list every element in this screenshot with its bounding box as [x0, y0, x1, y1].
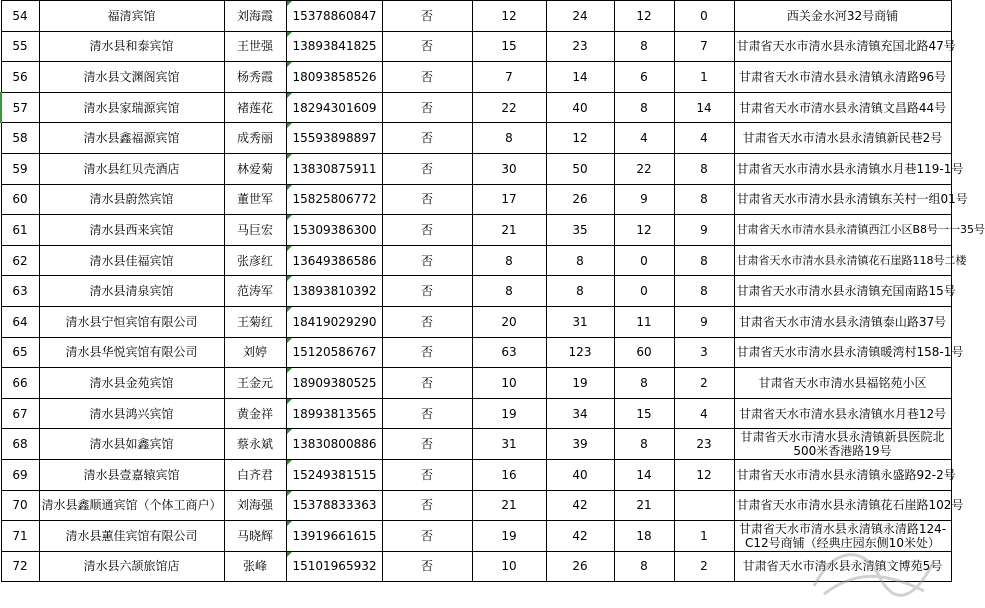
- hotel-name[interactable]: 清水县六颉旅馆店: [39, 551, 224, 582]
- count-cell-3[interactable]: 6: [614, 62, 674, 93]
- count-cell-1[interactable]: 19: [472, 521, 546, 552]
- count-cell-1[interactable]: 10: [472, 551, 546, 582]
- flag-cell[interactable]: 否: [382, 429, 472, 460]
- count-cell-3[interactable]: 12: [614, 215, 674, 246]
- table-row: [1, 551, 951, 582]
- count-cell-1[interactable]: 30: [472, 153, 546, 184]
- count-cell-4[interactable]: [674, 490, 734, 521]
- count-cell-4[interactable]: 8: [674, 276, 734, 307]
- phone-number[interactable]: 13830875911: [286, 153, 382, 184]
- flag-cell[interactable]: 否: [382, 368, 472, 399]
- row-number[interactable]: 72: [1, 551, 39, 582]
- count-cell-2[interactable]: 40: [546, 92, 614, 123]
- hotel-name[interactable]: 清水县华悦宾馆有限公司: [39, 337, 224, 368]
- phone-number[interactable]: 15593898897: [286, 123, 382, 154]
- phone-number[interactable]: 15378833363: [286, 490, 382, 521]
- count-cell-4[interactable]: 4: [674, 398, 734, 429]
- table-row: [1, 368, 951, 399]
- flag-cell[interactable]: 否: [382, 123, 472, 154]
- count-cell-1[interactable]: 22: [472, 92, 546, 123]
- count-cell-2[interactable]: 14: [546, 62, 614, 93]
- table-row: [1, 62, 951, 93]
- row-number[interactable]: 64: [1, 306, 39, 337]
- row-number[interactable]: 70: [1, 490, 39, 521]
- owner-name[interactable]: 王世强: [224, 31, 286, 62]
- row-number[interactable]: 54: [1, 1, 39, 32]
- count-cell-2[interactable]: 39: [546, 429, 614, 460]
- row-number[interactable]: 63: [1, 276, 39, 307]
- count-cell-1[interactable]: 12: [472, 1, 546, 32]
- flag-cell[interactable]: 否: [382, 276, 472, 307]
- count-cell-1[interactable]: 19: [472, 398, 546, 429]
- flag-cell[interactable]: 否: [382, 184, 472, 215]
- hotel-name[interactable]: 清水县佳福宾馆: [39, 245, 224, 276]
- count-cell-2[interactable]: 50: [546, 153, 614, 184]
- count-cell-3[interactable]: 14: [614, 459, 674, 490]
- count-cell-2[interactable]: 8: [546, 276, 614, 307]
- table-row: [1, 276, 951, 307]
- hotel-name[interactable]: 福清宾馆: [39, 1, 224, 32]
- hotel-name[interactable]: 清水县宁恒宾馆有限公司: [39, 306, 224, 337]
- owner-name[interactable]: 张彦红: [224, 245, 286, 276]
- owner-name[interactable]: 王金元: [224, 368, 286, 399]
- owner-name[interactable]: 刘海霞: [224, 1, 286, 32]
- count-cell-1[interactable]: 17: [472, 184, 546, 215]
- row-number[interactable]: 68: [1, 429, 39, 460]
- table-row: [1, 337, 951, 368]
- address-cell[interactable]: 甘肃省天水市清水县永清镇永盛路92-2号: [734, 459, 951, 490]
- count-cell-1[interactable]: 10: [472, 368, 546, 399]
- count-cell-2[interactable]: 23: [546, 31, 614, 62]
- count-cell-2[interactable]: 19: [546, 368, 614, 399]
- table-row: [1, 459, 951, 490]
- owner-name[interactable]: 林爱菊: [224, 153, 286, 184]
- address-cell[interactable]: 甘肃省天水市清水县永清镇充国北路47号: [734, 31, 951, 62]
- address-cell[interactable]: 甘肃省天水市清水县永清镇泰山路37号: [734, 306, 951, 337]
- count-cell-4[interactable]: 7: [674, 31, 734, 62]
- count-cell-4[interactable]: 0: [674, 1, 734, 32]
- count-cell-3[interactable]: 12: [614, 1, 674, 32]
- phone-number[interactable]: 13893810392: [286, 276, 382, 307]
- count-cell-4[interactable]: 8: [674, 184, 734, 215]
- phone-number[interactable]: 15309386300: [286, 215, 382, 246]
- address-cell[interactable]: 甘肃省天水市清水县永清镇充国南路15号: [734, 276, 951, 307]
- flag-cell[interactable]: 否: [382, 92, 472, 123]
- count-cell-2[interactable]: 42: [546, 521, 614, 552]
- count-cell-3[interactable]: 4: [614, 123, 674, 154]
- count-cell-3[interactable]: 18: [614, 521, 674, 552]
- hotel-name[interactable]: 清水县清泉宾馆: [39, 276, 224, 307]
- flag-cell[interactable]: 否: [382, 337, 472, 368]
- count-cell-1[interactable]: 16: [472, 459, 546, 490]
- flag-cell[interactable]: 否: [382, 306, 472, 337]
- hotel-name[interactable]: 清水县和泰宾馆: [39, 31, 224, 62]
- table-row: [1, 490, 951, 521]
- count-cell-3[interactable]: 21: [614, 490, 674, 521]
- flag-cell[interactable]: 否: [382, 31, 472, 62]
- address-cell[interactable]: 甘肃省天水市清水县福铭苑小区: [734, 368, 951, 399]
- flag-cell[interactable]: 否: [382, 62, 472, 93]
- table-row: [1, 123, 951, 154]
- flag-cell[interactable]: 否: [382, 398, 472, 429]
- phone-number[interactable]: 18993813565: [286, 398, 382, 429]
- owner-name[interactable]: 褚莲花: [224, 92, 286, 123]
- count-cell-4[interactable]: 8: [674, 245, 734, 276]
- hotel-name[interactable]: 清水县家瑞源宾馆: [39, 92, 224, 123]
- row-number[interactable]: 67: [1, 398, 39, 429]
- count-cell-2[interactable]: 123: [546, 337, 614, 368]
- count-cell-3[interactable]: 15: [614, 398, 674, 429]
- table-row: [1, 306, 951, 337]
- phone-number[interactable]: 15378860847: [286, 1, 382, 32]
- row-number[interactable]: 56: [1, 62, 39, 93]
- phone-number[interactable]: 15120586767: [286, 337, 382, 368]
- address-cell[interactable]: 甘肃省天水市清水县永清镇永清路124-C12号商铺（经典庄园东侧10米处）: [734, 521, 951, 552]
- address-cell[interactable]: 甘肃省天水市清水县永清镇水月巷12号: [734, 398, 951, 429]
- phone-number[interactable]: 18419029290: [286, 306, 382, 337]
- address-cell[interactable]: 甘肃省天水市清水县永清镇西江小区B8号一一35号: [734, 215, 951, 246]
- table-row: [1, 245, 951, 276]
- phone-number[interactable]: 13649386586: [286, 245, 382, 276]
- count-cell-4[interactable]: 2: [674, 368, 734, 399]
- owner-name[interactable]: 白齐君: [224, 459, 286, 490]
- count-cell-1[interactable]: 63: [472, 337, 546, 368]
- count-cell-4[interactable]: 4: [674, 123, 734, 154]
- phone-number[interactable]: 13893841825: [286, 31, 382, 62]
- count-cell-1[interactable]: 21: [472, 490, 546, 521]
- address-cell[interactable]: 西关金水河32号商铺: [734, 1, 951, 32]
- count-cell-3[interactable]: 8: [614, 31, 674, 62]
- owner-name[interactable]: 蔡永斌: [224, 429, 286, 460]
- table-row: [1, 92, 951, 123]
- count-cell-3[interactable]: 8: [614, 551, 674, 582]
- count-cell-4[interactable]: 9: [674, 306, 734, 337]
- table-row: [1, 1, 951, 32]
- flag-cell[interactable]: 否: [382, 490, 472, 521]
- hotel-name[interactable]: 清水县蔚然宾馆: [39, 184, 224, 215]
- phone-number[interactable]: 18093858526: [286, 62, 382, 93]
- address-cell[interactable]: 甘肃省天水市清水县永清镇东关村一组01号: [734, 184, 951, 215]
- count-cell-1[interactable]: 20: [472, 306, 546, 337]
- count-cell-2[interactable]: 42: [546, 490, 614, 521]
- table-row: [1, 398, 951, 429]
- phone-number[interactable]: 18909380525: [286, 368, 382, 399]
- count-cell-1[interactable]: 8: [472, 245, 546, 276]
- flag-cell[interactable]: 否: [382, 1, 472, 32]
- owner-name[interactable]: 范涛军: [224, 276, 286, 307]
- table-row: [1, 153, 951, 184]
- address-cell[interactable]: 甘肃省天水市清水县永清镇永清路96号: [734, 62, 951, 93]
- address-cell[interactable]: 甘肃省天水市清水县永清镇新民巷2号: [734, 123, 951, 154]
- count-cell-4[interactable]: 9: [674, 215, 734, 246]
- hotel-name[interactable]: 清水县文渊阁宾馆: [39, 62, 224, 93]
- hotel-name[interactable]: 清水县蕙佳宾馆有限公司: [39, 521, 224, 552]
- count-cell-4[interactable]: 8: [674, 153, 734, 184]
- address-cell[interactable]: 甘肃省天水市清水县永清镇花石崖路102号: [734, 490, 951, 521]
- address-cell[interactable]: 甘肃省天水市清水县永清镇新县医院北500米香港路19号: [734, 429, 951, 460]
- flag-cell[interactable]: 否: [382, 551, 472, 582]
- owner-name[interactable]: 张峰: [224, 551, 286, 582]
- phone-number[interactable]: 15101965932: [286, 551, 382, 582]
- table-row: [1, 521, 951, 552]
- count-cell-2[interactable]: 40: [546, 459, 614, 490]
- count-cell-4[interactable]: 2: [674, 551, 734, 582]
- row-number[interactable]: 71: [1, 521, 39, 552]
- row-number[interactable]: 57: [1, 92, 39, 123]
- table-row: [1, 184, 951, 215]
- count-cell-3[interactable]: 0: [614, 276, 674, 307]
- count-cell-3[interactable]: 22: [614, 153, 674, 184]
- count-cell-4[interactable]: 23: [674, 429, 734, 460]
- phone-number[interactable]: 13830800886: [286, 429, 382, 460]
- hotel-name[interactable]: 清水县西来宾馆: [39, 215, 224, 246]
- row-number[interactable]: 58: [1, 123, 39, 154]
- count-cell-1[interactable]: 8: [472, 276, 546, 307]
- owner-name[interactable]: 黄金祥: [224, 398, 286, 429]
- hotel-name[interactable]: 清水县壹嘉辕宾馆: [39, 459, 224, 490]
- count-cell-3[interactable]: 11: [614, 306, 674, 337]
- row-number[interactable]: 69: [1, 459, 39, 490]
- table-body: [1, 1, 985, 582]
- count-cell-4[interactable]: 3: [674, 337, 734, 368]
- owner-name[interactable]: 马巨宏: [224, 215, 286, 246]
- count-cell-4[interactable]: 1: [674, 521, 734, 552]
- count-cell-4[interactable]: 1: [674, 62, 734, 93]
- address-cell[interactable]: 甘肃省天水市清水县永清镇文博苑5号: [734, 551, 951, 582]
- phone-number[interactable]: 13919661615: [286, 521, 382, 552]
- count-cell-3[interactable]: 8: [614, 92, 674, 123]
- count-cell-4[interactable]: 12: [674, 459, 734, 490]
- flag-cell[interactable]: 否: [382, 459, 472, 490]
- count-cell-2[interactable]: 35: [546, 215, 614, 246]
- row-number[interactable]: 59: [1, 153, 39, 184]
- count-cell-2[interactable]: 8: [546, 245, 614, 276]
- flag-cell[interactable]: 否: [382, 153, 472, 184]
- hotel-name[interactable]: 清水县鸿兴宾馆: [39, 398, 224, 429]
- owner-name[interactable]: 刘婷: [224, 337, 286, 368]
- count-cell-3[interactable]: 8: [614, 429, 674, 460]
- row-number[interactable]: 61: [1, 215, 39, 246]
- hotel-name[interactable]: 清水县如鑫宾馆: [39, 429, 224, 460]
- row-number[interactable]: 66: [1, 368, 39, 399]
- count-cell-3[interactable]: 0: [614, 245, 674, 276]
- row-number[interactable]: 65: [1, 337, 39, 368]
- hotel-name[interactable]: 清水县鑫顺通宾馆（个体工商户）: [39, 490, 224, 521]
- address-cell[interactable]: 甘肃省天水市清水县永清镇文昌路44号: [734, 92, 951, 123]
- table-row: [1, 429, 951, 460]
- owner-name[interactable]: 马晓辉: [224, 521, 286, 552]
- flag-cell[interactable]: 否: [382, 521, 472, 552]
- phone-number[interactable]: 18294301609: [286, 92, 382, 123]
- address-cell[interactable]: 甘肃省天水市清水县永清镇花石崖路118号二楼: [734, 245, 951, 276]
- count-cell-1[interactable]: 7: [472, 62, 546, 93]
- phone-number[interactable]: 15249381515: [286, 459, 382, 490]
- owner-name[interactable]: 成秀丽: [224, 123, 286, 154]
- table-row: [1, 31, 951, 62]
- count-cell-2[interactable]: 31: [546, 306, 614, 337]
- hotel-name[interactable]: 清水县鑫福源宾馆: [39, 123, 224, 154]
- address-cell[interactable]: 甘肃省天水市清水县永清镇水月巷119-1号: [734, 153, 951, 184]
- phone-number[interactable]: 15825806772: [286, 184, 382, 215]
- table-row: [1, 215, 951, 246]
- owner-name[interactable]: 王菊红: [224, 306, 286, 337]
- hotel-name[interactable]: 清水县金苑宾馆: [39, 368, 224, 399]
- owner-name[interactable]: 杨秀霞: [224, 62, 286, 93]
- count-cell-3[interactable]: 8: [614, 368, 674, 399]
- owner-name[interactable]: 董世军: [224, 184, 286, 215]
- flag-cell[interactable]: 否: [382, 245, 472, 276]
- count-cell-1[interactable]: 21: [472, 215, 546, 246]
- count-cell-3[interactable]: 60: [614, 337, 674, 368]
- count-cell-2[interactable]: 26: [546, 551, 614, 582]
- count-cell-2[interactable]: 24: [546, 1, 614, 32]
- address-cell[interactable]: 甘肃省天水市清水县永清镇暖湾村158-1号: [734, 337, 951, 368]
- count-cell-2[interactable]: 26: [546, 184, 614, 215]
- count-cell-1[interactable]: 15: [472, 31, 546, 62]
- count-cell-4[interactable]: 14: [674, 92, 734, 123]
- row-number[interactable]: 55: [1, 31, 39, 62]
- hotel-name[interactable]: 清水县红贝壳酒店: [39, 153, 224, 184]
- flag-cell[interactable]: 否: [382, 215, 472, 246]
- count-cell-3[interactable]: 9: [614, 184, 674, 215]
- row-number[interactable]: 62: [1, 245, 39, 276]
- count-cell-2[interactable]: 34: [546, 398, 614, 429]
- count-cell-2[interactable]: 12: [546, 123, 614, 154]
- count-cell-1[interactable]: 31: [472, 429, 546, 460]
- row-number[interactable]: 60: [1, 184, 39, 215]
- owner-name[interactable]: 刘海强: [224, 490, 286, 521]
- count-cell-1[interactable]: 8: [472, 123, 546, 154]
